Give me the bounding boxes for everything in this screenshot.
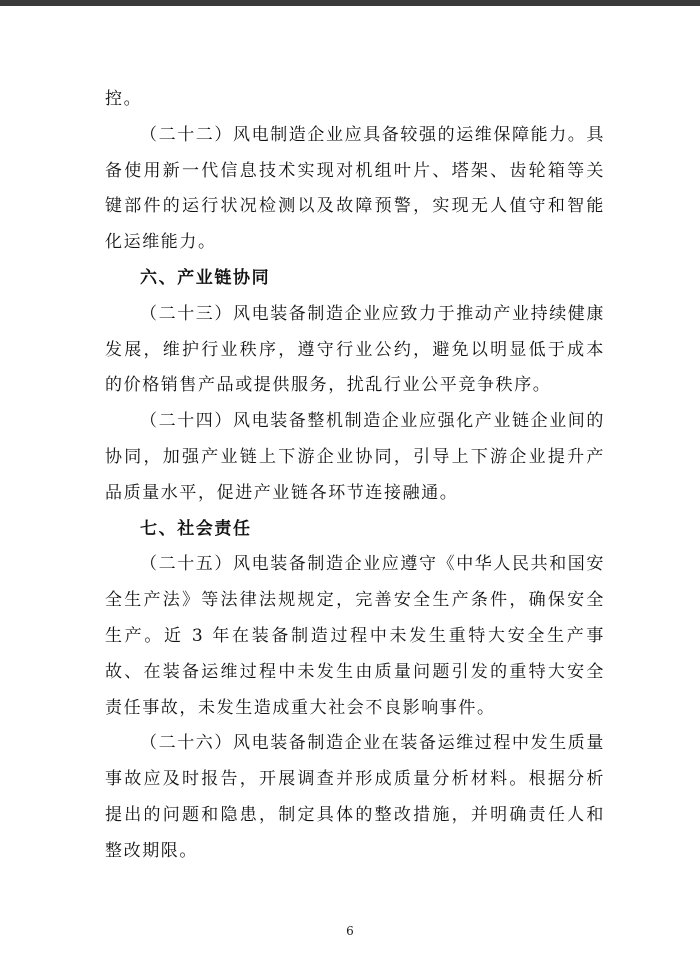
paragraph-25: （二十五）风电装备制造企业应遵守《中华人民共和国安全生产法》等法律法规规定，完善安全生产条件，确保安全生产。近 3 年在装备制造过程中未发生重特大安全生产事故、在装备运维过程中未发生由质量问题引发的重特大安全责任事故，未发生造成重大社会不良影响事件。 [105,554,605,718]
page-number: 6 [346,924,354,938]
section-heading-6: 六、产业链协同 [140,267,271,288]
window-top-border [0,0,700,6]
paragraph-24: （二十四）风电装备整机制造企业应强化产业链企业间的协同，加强产业链上下游企业协同，引导上下游企业提升产品质量水平，促进产业链各环节连接融通。 [105,411,605,503]
paragraph-continuation: 控。 [105,89,143,109]
paragraph-22: （二十二）风电制造企业应具备较强的运维保障能力。具备使用新一代信息技术实现对机组叶片、塔架、齿轮箱等关键部件的运行状况检测以及故障预警，实现无人值守和智能化运维能力。 [105,124,605,253]
section-heading-7: 七、社会责任 [140,518,252,539]
document-page [105,82,605,870]
paragraph-26: （二十六）风电装备制造企业在装备运维过程中发生质量事故应及时报告，开展调查并形成质量分析材料。根据分析提出的问题和隐患，制定具体的整改措施，并明确责任人和整改期限。 [105,733,605,861]
paragraph-23: （二十三）风电装备制造企业应致力于推动产业持续健康发展，维护行业秩序，遵守行业公约，避免以明显低于成本的价格销售产品或提供服务，扰乱行业公平竞争秩序。 [105,303,605,396]
